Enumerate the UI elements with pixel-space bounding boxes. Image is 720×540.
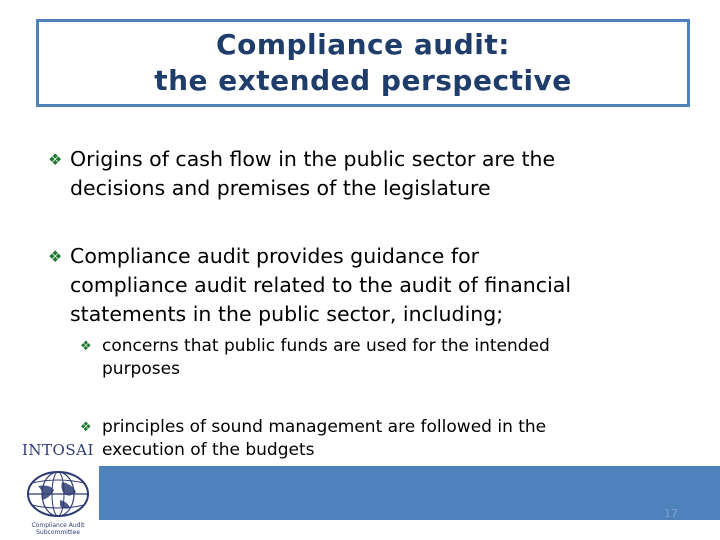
sub-bullet-2-line-2: execution of the budgets: [102, 440, 315, 460]
diamond-bullet-icon: ❖: [48, 247, 63, 266]
logo-caption-line-1: Compliance Audit: [31, 522, 85, 529]
slide-title-line-2: the extended perspective: [154, 64, 572, 97]
sub-bullet-1-line-1: concerns that public funds are used for the intended: [102, 336, 550, 356]
sub-bullet-2-line-1: principles of sound management are followed in the: [102, 417, 547, 437]
footer-bar: [99, 466, 720, 520]
bullet-1: [48, 145, 688, 203]
globe-icon: [24, 468, 92, 520]
diamond-bullet-icon: ❖: [80, 339, 92, 354]
diamond-bullet-icon: ❖: [80, 420, 92, 435]
sub-bullet-2: [80, 416, 680, 462]
sub-bullet-1-line-2: purposes: [102, 359, 180, 379]
bullet-2-line-1: Compliance audit provides guidance for: [70, 244, 480, 268]
slide-title-line-1: Compliance audit:: [216, 28, 510, 61]
title-box: [36, 19, 690, 107]
page-number: 17: [664, 507, 678, 520]
bullet-1-line-1: Origins of cash flow in the public sector are the: [70, 147, 556, 171]
bullet-2-line-2: compliance audit related to the audit of financial: [70, 273, 572, 297]
logo-caption-line-2: Subcommittee: [36, 529, 80, 536]
intosai-logo-text: INTOSAI: [22, 441, 94, 459]
diamond-bullet-icon: ❖: [48, 150, 63, 169]
bullet-1-line-2: decisions and premises of the legislature: [70, 176, 491, 200]
bullet-2-line-3: statements in the public sector, including;: [70, 302, 504, 326]
logo-caption: [28, 522, 88, 536]
sub-bullet-1: [80, 335, 680, 381]
bullet-2: [48, 242, 688, 329]
